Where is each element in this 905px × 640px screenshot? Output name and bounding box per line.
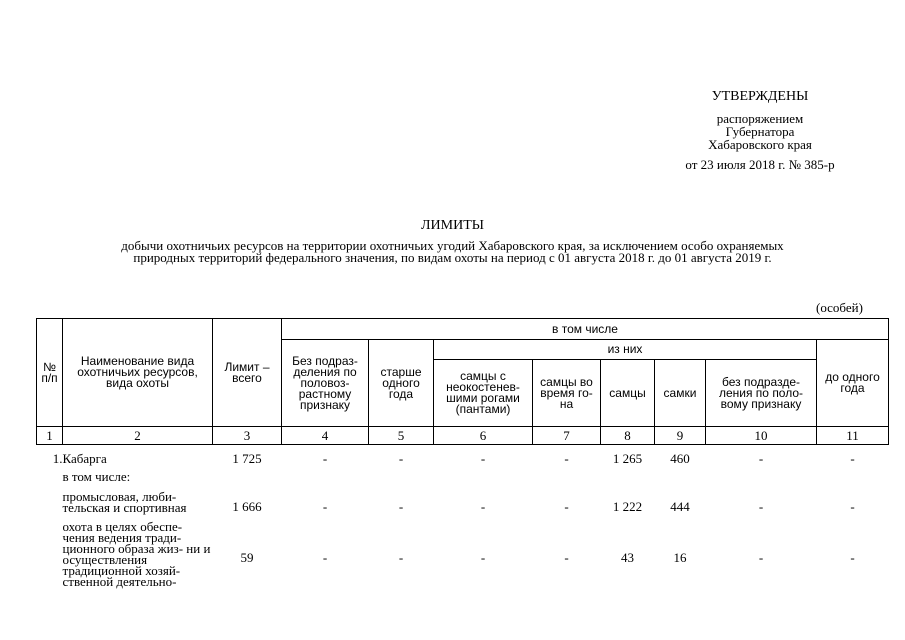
row-males-rut: - <box>564 451 569 466</box>
header-limit: Лимит – всего <box>213 319 282 427</box>
row-limit: 59 <box>240 549 254 565</box>
row-name: промысловая, люби- тельская и спортивная <box>62 489 187 515</box>
row-under-one: - <box>850 498 855 514</box>
row-males: 43 <box>621 549 634 565</box>
row-females: 460 <box>670 451 690 466</box>
header-females: самки <box>655 360 706 427</box>
row-older: - <box>398 498 404 514</box>
row-name: охота в целях обеспе- чения ведения тради- ционного образа жиз- ни и осуществления традиционной хозяй- ственной деятельно- <box>62 519 211 589</box>
document-title: ЛИМИТЫ <box>421 218 484 233</box>
row-no-sex-age: - <box>322 498 328 514</box>
table-row <box>37 453 889 471</box>
table-row <box>37 471 889 491</box>
limits-table <box>36 318 889 593</box>
row-males: 1 222 <box>612 498 643 514</box>
row-limit: 1 666 <box>232 498 262 514</box>
row-males: 1 265 <box>612 451 643 466</box>
col-number: 7 <box>533 427 601 445</box>
header-no-sex: без подразде- ления по поло- вому признаку <box>706 360 817 427</box>
header-num: № п/п <box>37 319 63 427</box>
row-no-sex: - <box>758 498 764 514</box>
row-no-sex: - <box>758 549 764 565</box>
row-limit: 1 725 <box>232 451 262 466</box>
row-males-rut: - <box>564 549 569 565</box>
table-row <box>37 491 889 521</box>
col-number: 4 <box>282 427 369 445</box>
approval-line-2: Губернатора <box>725 124 795 139</box>
row-no-sex-age: - <box>322 549 328 565</box>
column-numbers-row <box>37 427 889 445</box>
col-number: 8 <box>601 427 655 445</box>
header-including: в том числе <box>282 319 889 340</box>
row-name: Кабарга <box>62 451 107 466</box>
row-older: - <box>398 451 404 466</box>
header-name: Наименование вида охотничьих ресурсов, вида охоты <box>63 319 213 427</box>
document-subtitle-line-2: природных территорий федерального значения, по видам охоты на период с 01 августа 2018 г. до 01 августа 2019 г. <box>133 250 772 265</box>
row-females: 444 <box>670 498 690 514</box>
header-males-rut: самцы во время го- на <box>533 360 601 427</box>
document-subtitle-line-1: добычи охотничьих ресурсов на территории охотничьих угодий Хабаровского края, за исключением особо охраняемых <box>121 238 784 253</box>
row-number: 1. <box>52 451 63 466</box>
row-males-antlers: - <box>480 549 486 565</box>
header-of-them: из них <box>434 340 817 360</box>
approval-heading: УТВЕРЖДЕНЫ <box>711 89 809 104</box>
row-under-one: - <box>850 549 855 565</box>
row-under-one: - <box>850 451 855 466</box>
header-males-antlers: самцы с неокостенев- шими рогами (пантами) <box>434 360 533 427</box>
row-no-sex: - <box>758 451 764 466</box>
row-including-label: в том числе: <box>62 469 131 484</box>
header-row-1 <box>37 319 889 340</box>
col-number: 6 <box>434 427 533 445</box>
col-number: 11 <box>817 427 889 445</box>
header-older-one-year: старше одного года <box>369 340 434 427</box>
row-no-sex-age: - <box>322 451 328 466</box>
approval-line-1: распоряжением <box>716 111 804 126</box>
header-under-one-year: до одного года <box>817 340 889 427</box>
col-number: 2 <box>63 427 213 445</box>
approval-line-3: Хабаровского края <box>708 137 812 152</box>
approval-block <box>640 90 880 171</box>
document-title-block <box>40 218 865 264</box>
header-males: самцы <box>601 360 655 427</box>
units-label: (особей) <box>816 300 863 315</box>
header-no-sex-age: Без подраз- деления по половоз- растному признаку <box>282 340 369 427</box>
approval-date: от 23 июля 2018 г. № 385-р <box>685 157 835 172</box>
col-number: 5 <box>369 427 434 445</box>
table-row <box>37 521 889 593</box>
row-females: 16 <box>673 549 687 565</box>
row-males-antlers: - <box>480 451 486 466</box>
row-older: - <box>398 549 404 565</box>
row-males-rut: - <box>564 498 569 514</box>
col-number: 3 <box>213 427 282 445</box>
col-number: 1 <box>37 427 63 445</box>
col-number: 10 <box>706 427 817 445</box>
row-males-antlers: - <box>480 498 486 514</box>
col-number: 9 <box>655 427 706 445</box>
